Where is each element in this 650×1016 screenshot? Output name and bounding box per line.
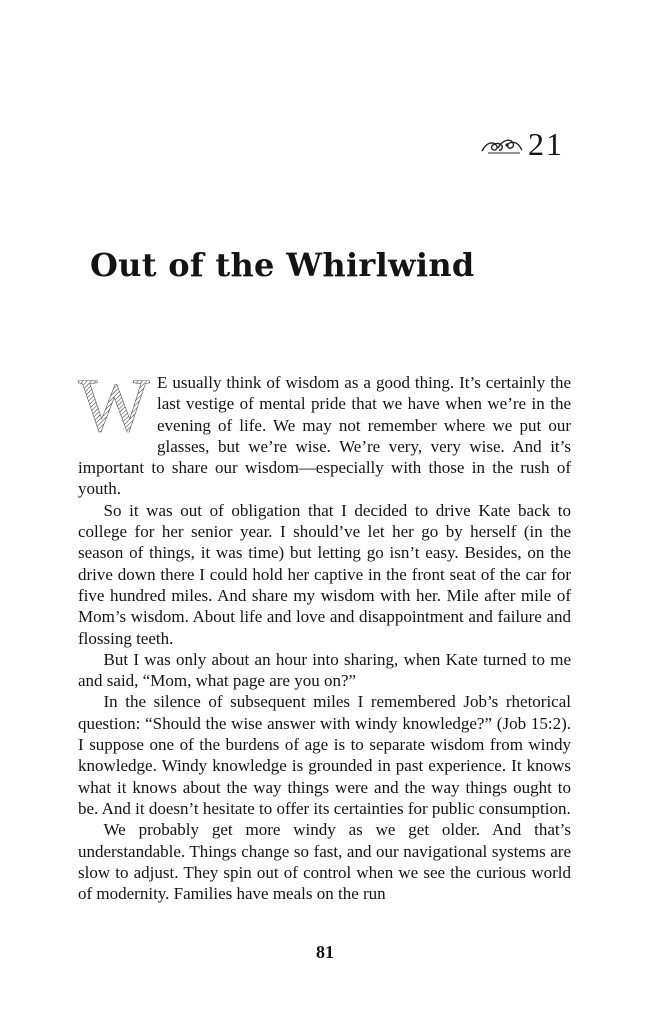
paragraph-2: So it was out of obligation that I decided to drive Kate back to college for her senior year. I should’ve let her go by herself (in the season of things, it was time) but letting go isn’t easy. Besides, on the drive down there I could hold her captive in the front seat of the car for five hundred miles. And share my wisdom with her. Mile after mile of Mom’s wisdom. About life and love and disappointment and failure and flossing teeth. [78, 500, 571, 648]
chapter-number-text: 21 [528, 126, 564, 162]
svg-text:W: W [78, 374, 150, 436]
chapter-title: Out of the Whirlwind [90, 246, 475, 284]
scroll-flourish-icon [480, 134, 524, 156]
paragraph-3: But I was only about an hour into sharing, when Kate turned to me and said, “Mom, what page are you on?” [78, 649, 571, 691]
paragraph-1 [78, 372, 571, 500]
paragraph-5: We probably get more windy as we get older. And that’s understandable. Things change so fast, and our navigational systems are slow to adjust. They spin out of control when we see the curious world of modernity. Families have meals on the run [78, 820, 571, 904]
body-text [78, 372, 571, 904]
paragraph-4: In the silence of subsequent miles I remembered Job’s rhetorical question: “Should the wise answer with windy knowledge?” (Job 15:2). I suppose one of the burdens of age is to separate wisdom from windy knowledge. Windy knowledge is grounded in past experience. It knows what it knows about the way things were and the way things ought to be. And it doesn’t hesitate to offer its certainties for public consumption. [78, 692, 571, 818]
page-number: 81 [316, 942, 334, 962]
paragraph-1-text: E usually think of wisdom as a good thing. It’s certainly the last vestige of mental pride that we have when we’re in the evening of life. We may not remember where we put our glasses, but we’re wise. We’re very, very wise. And it’s important to share our wisdom—especially with those in the rush of youth. [78, 373, 571, 499]
drop-cap [77, 374, 151, 436]
chapter-number [480, 128, 564, 160]
drop-cap-w-icon [77, 374, 151, 436]
